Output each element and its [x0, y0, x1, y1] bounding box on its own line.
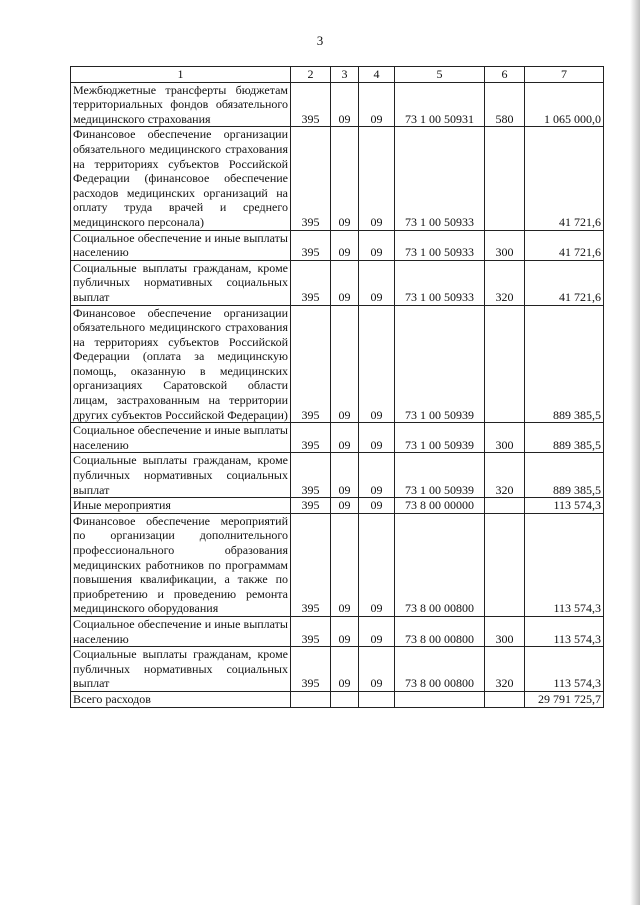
expense-type-code: 580	[485, 82, 525, 127]
table-row	[71, 127, 604, 230]
total-row	[71, 691, 604, 707]
page-number: 3	[316, 33, 324, 48]
ministry-code: 395	[291, 647, 331, 692]
ministry-code: 395	[291, 305, 331, 423]
section-code: 09	[331, 513, 359, 616]
item-name: Финансовое обеспечение организации обязательного медицинского страхования на территориях субъектов Российской Федерации (финансовое обеспечение расходов медицинских организаций на оплату труда врачей и среднего медицинского персонала)	[71, 127, 291, 230]
item-name: Социальное обеспечение и иные выплаты населению	[71, 616, 291, 646]
amount: 113 574,3	[525, 513, 604, 616]
section-code: 09	[331, 616, 359, 646]
amount: 41 721,6	[525, 230, 604, 260]
column-header: 3	[331, 67, 359, 83]
item-name: Социальное обеспечение и иные выплаты населению	[71, 230, 291, 260]
target-article-code: 73 1 00 50939	[395, 305, 485, 423]
total-label: Всего расходов	[71, 691, 291, 707]
table-header-row	[71, 67, 604, 83]
empty-cell	[359, 691, 395, 707]
amount: 113 574,3	[525, 498, 604, 514]
target-article-code: 73 1 00 50939	[395, 423, 485, 453]
table-row	[71, 423, 604, 453]
table-row	[71, 498, 604, 514]
column-header: 4	[359, 67, 395, 83]
expense-type-code	[485, 305, 525, 423]
column-header: 6	[485, 67, 525, 83]
expense-type-code: 320	[485, 647, 525, 692]
item-name: Социальное обеспечение и иные выплаты населению	[71, 423, 291, 453]
subsection-code: 09	[359, 423, 395, 453]
subsection-code: 09	[359, 127, 395, 230]
item-name: Социальные выплаты гражданам, кроме публичных нормативных социальных выплат	[71, 647, 291, 692]
expense-type-code	[485, 498, 525, 514]
target-article-code: 73 8 00 00800	[395, 647, 485, 692]
table-row	[71, 82, 604, 127]
item-name: Межбюджетные трансферты бюджетам территориальных фондов обязательного медицинского страхования	[71, 82, 291, 127]
ministry-code: 395	[291, 513, 331, 616]
target-article-code: 73 1 00 50933	[395, 260, 485, 305]
section-code: 09	[331, 230, 359, 260]
target-article-code: 73 8 00 00000	[395, 498, 485, 514]
amount: 41 721,6	[525, 260, 604, 305]
subsection-code: 09	[359, 230, 395, 260]
section-code: 09	[331, 423, 359, 453]
table-row	[71, 453, 604, 498]
ministry-code: 395	[291, 82, 331, 127]
section-code: 09	[331, 453, 359, 498]
item-name: Социальные выплаты гражданам, кроме публичных нормативных социальных выплат	[71, 260, 291, 305]
total-amount: 29 791 725,7	[525, 691, 604, 707]
subsection-code: 09	[359, 260, 395, 305]
table-row	[71, 305, 604, 423]
expense-type-code: 320	[485, 453, 525, 498]
section-code: 09	[331, 305, 359, 423]
column-header: 7	[525, 67, 604, 83]
item-name: Социальные выплаты гражданам, кроме публичных нормативных социальных выплат	[71, 453, 291, 498]
section-code: 09	[331, 647, 359, 692]
amount: 1 065 000,0	[525, 82, 604, 127]
expense-type-code: 320	[485, 260, 525, 305]
subsection-code: 09	[359, 305, 395, 423]
amount: 889 385,5	[525, 305, 604, 423]
ministry-code: 395	[291, 498, 331, 514]
amount: 113 574,3	[525, 616, 604, 646]
target-article-code: 73 8 00 00800	[395, 513, 485, 616]
target-article-code: 73 1 00 50933	[395, 127, 485, 230]
section-code: 09	[331, 498, 359, 514]
empty-cell	[331, 691, 359, 707]
subsection-code: 09	[359, 513, 395, 616]
section-code: 09	[331, 260, 359, 305]
target-article-code: 73 1 00 50939	[395, 453, 485, 498]
ministry-code: 395	[291, 127, 331, 230]
subsection-code: 09	[359, 82, 395, 127]
section-code: 09	[331, 82, 359, 127]
scan-edge	[630, 0, 640, 905]
column-header: 1	[71, 67, 291, 83]
item-name: Финансовое обеспечение мероприятий по организации дополнительного профессионального образования медицинских работников по программам повышения квалификации, а также по приобретению и проведению ремонта медицинского оборудования	[71, 513, 291, 616]
amount: 889 385,5	[525, 453, 604, 498]
column-header: 5	[395, 67, 485, 83]
target-article-code: 73 1 00 50933	[395, 230, 485, 260]
subsection-code: 09	[359, 647, 395, 692]
column-header: 2	[291, 67, 331, 83]
table-row	[71, 513, 604, 616]
empty-cell	[485, 691, 525, 707]
section-code: 09	[331, 127, 359, 230]
target-article-code: 73 8 00 00800	[395, 616, 485, 646]
empty-cell	[291, 691, 331, 707]
table-row	[71, 230, 604, 260]
expense-type-code: 300	[485, 616, 525, 646]
table-row	[71, 260, 604, 305]
ministry-code: 395	[291, 453, 331, 498]
ministry-code: 395	[291, 616, 331, 646]
amount: 41 721,6	[525, 127, 604, 230]
table-row	[71, 647, 604, 692]
ministry-code: 395	[291, 423, 331, 453]
target-article-code: 73 1 00 50931	[395, 82, 485, 127]
amount: 889 385,5	[525, 423, 604, 453]
expense-type-code	[485, 513, 525, 616]
subsection-code: 09	[359, 616, 395, 646]
ministry-code: 395	[291, 260, 331, 305]
expense-type-code	[485, 127, 525, 230]
table-row	[71, 616, 604, 646]
subsection-code: 09	[359, 498, 395, 514]
ministry-code: 395	[291, 230, 331, 260]
item-name: Иные мероприятия	[71, 498, 291, 514]
expense-type-code: 300	[485, 423, 525, 453]
empty-cell	[395, 691, 485, 707]
amount: 113 574,3	[525, 647, 604, 692]
subsection-code: 09	[359, 453, 395, 498]
item-name: Финансовое обеспечение организации обязательного медицинского страхования на территориях субъектов Российской Федерации (оплата за медицинскую помощь, оказанную в медицинских организациях Саратовской области лицам, застрахованным на территории других субъектов Российской Федерации)	[71, 305, 291, 423]
expenditure-table	[70, 66, 604, 708]
expense-type-code: 300	[485, 230, 525, 260]
